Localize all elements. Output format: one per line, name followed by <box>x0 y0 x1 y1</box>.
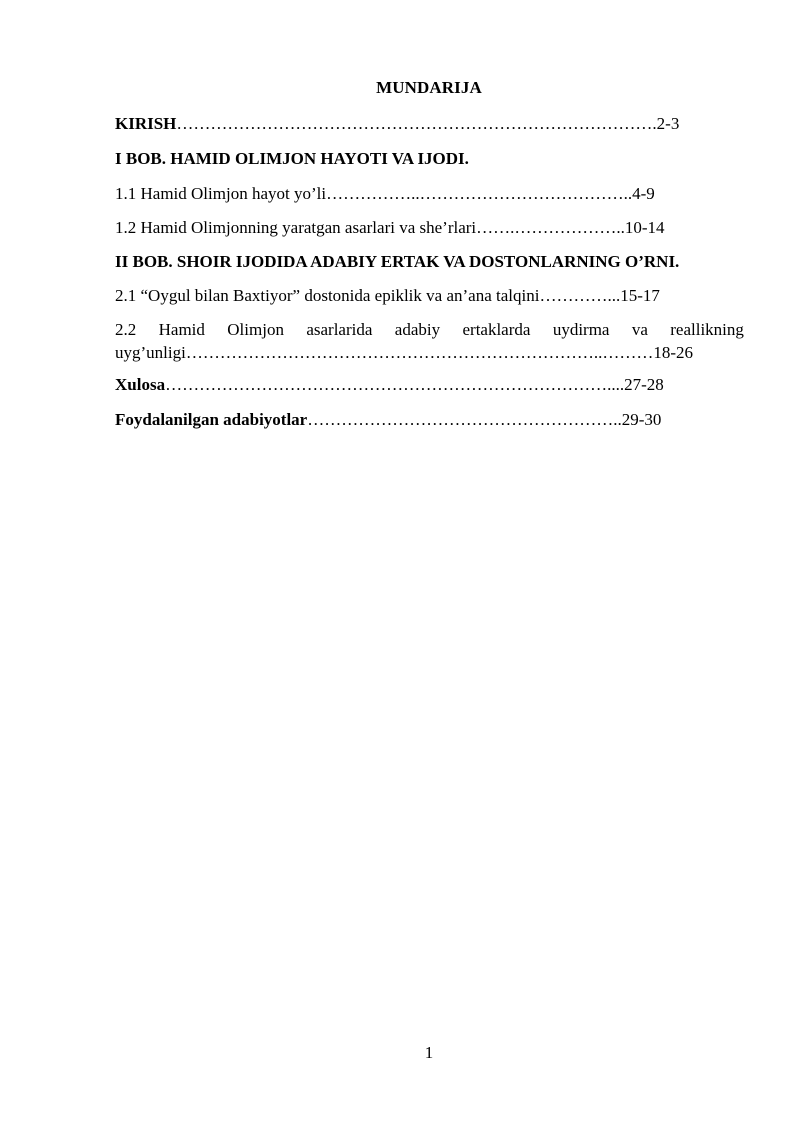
toc-entry-label: uyg’unligi <box>115 343 186 362</box>
toc-chapter-1-heading <box>115 149 469 169</box>
toc-entry-word: Hamid <box>158 320 205 339</box>
toc-entry-2-2-line1 <box>115 320 744 340</box>
toc-entry-label: 2.1 “Oygul bilan Baxtiyor” dostonida epiklik va an’ana talqini <box>115 286 540 305</box>
toc-entry-2-1 <box>115 286 660 306</box>
toc-entry-1-1 <box>115 184 655 204</box>
toc-entry-label: II BOB. SHOIR IJODIDA ADABIY ERTAK VA DOSTONLARNING O’RNI. <box>115 252 680 271</box>
toc-entry-word: adabiy <box>394 320 441 339</box>
toc-title: MUNDARIJA <box>376 78 482 97</box>
toc-chapter-2-heading <box>115 252 679 272</box>
toc-entry-label: Foydalanilgan adabiyotlar <box>115 410 308 429</box>
toc-entry-2-2-line2 <box>115 343 693 363</box>
toc-entry-references <box>115 410 661 430</box>
toc-entry-xulosa <box>115 375 664 395</box>
toc-entry-pages: 2-3 <box>656 114 680 133</box>
toc-entry-label: KIRISH <box>115 114 177 133</box>
toc-entry-label: I BOB. HAMID OLIMJON HAYOTI VA IJODI. <box>115 149 469 168</box>
toc-entry-pages: 29-30 <box>621 410 662 429</box>
toc-entry-word: va <box>631 320 648 339</box>
toc-entry-leader: …….……………….. <box>476 218 625 237</box>
toc-entry-leader: …………... <box>539 286 621 305</box>
toc-entry-word: Olimjon <box>227 320 284 339</box>
toc-entry-pages: 15-17 <box>620 286 660 305</box>
toc-entry-word: ertaklarda <box>462 320 531 339</box>
toc-entry-label: Xulosa <box>115 375 166 394</box>
page-number: 1 <box>424 1043 434 1062</box>
toc-entry-leader: ……………..……………………………….. <box>326 184 633 203</box>
toc-entry-leader: ……………………………………………………………………. <box>165 375 612 394</box>
toc-entry-leader: ……………………………………………….. <box>307 410 622 429</box>
toc-entry-leader: …………………………………………………………………………. <box>176 114 657 133</box>
toc-entry-pages: ...27-28 <box>611 375 664 394</box>
toc-entry-word: asarlarida <box>306 320 373 339</box>
toc-entry-word: uydirma <box>552 320 610 339</box>
toc-entry-word: 2.2 <box>115 320 137 339</box>
toc-entry-pages: 18-26 <box>653 343 694 362</box>
toc-entry-label: 1.1 Hamid Olimjon hayot yo’li <box>115 184 327 203</box>
toc-entry-word: reallikning <box>670 320 744 339</box>
toc-entry-pages: 10-14 <box>624 218 665 237</box>
toc-entry-kirish <box>115 114 679 134</box>
toc-entry-pages: 4-9 <box>632 184 655 203</box>
toc-entry-1-2 <box>115 218 665 238</box>
toc-entry-leader: ………………………………………………………………..……… <box>185 343 654 362</box>
toc-entry-label: 1.2 Hamid Olimjonning yaratgan asarlari va she’rlari <box>115 218 477 237</box>
